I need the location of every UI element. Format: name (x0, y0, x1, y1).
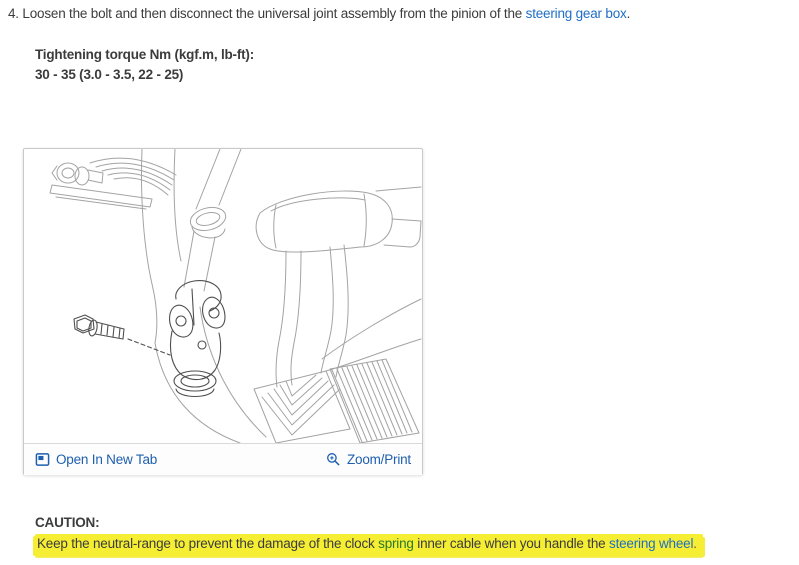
open-in-new-tab-label: Open In New Tab (56, 452, 158, 467)
steering-gear-box-link[interactable]: steering gear box (525, 6, 627, 21)
caution-label: CAUTION: (35, 515, 100, 530)
open-in-new-tab-icon (35, 452, 50, 467)
caution-highlight (35, 534, 703, 554)
figure-card (23, 148, 423, 475)
step-period: . (626, 6, 631, 21)
steering-wheel-link[interactable]: steering wheel (609, 536, 694, 551)
step-text: Loosen the bolt and then disconnect the universal joint assembly from the pinion of the (18, 6, 526, 21)
line-drawing-light-strokes (50, 149, 421, 443)
torque-value: 30 - 35 (3.0 - 3.5, 22 - 25) (35, 67, 184, 82)
figure-illustration (24, 149, 422, 444)
keyword-spring: spring (378, 536, 414, 551)
zoom-print-link[interactable] (326, 452, 411, 467)
universal-joint-and-bolt (74, 281, 225, 397)
caution-text (35, 536, 703, 551)
torque-label: Tightening torque Nm (kgf.m, lb-ft): (35, 47, 255, 62)
procedure-step (8, 6, 630, 21)
figure-toolbar (24, 444, 422, 475)
caution-period: . (693, 536, 697, 551)
caution-part1: Keep the neutral-range to prevent the damage of the clock (37, 536, 379, 551)
open-in-new-tab-link[interactable] (35, 452, 157, 467)
step-number: 4. (8, 6, 19, 21)
caution-part2: inner cable when you handle the (413, 536, 610, 551)
zoom-print-label: Zoom/Print (346, 452, 411, 467)
magnifier-plus-icon (326, 452, 341, 467)
